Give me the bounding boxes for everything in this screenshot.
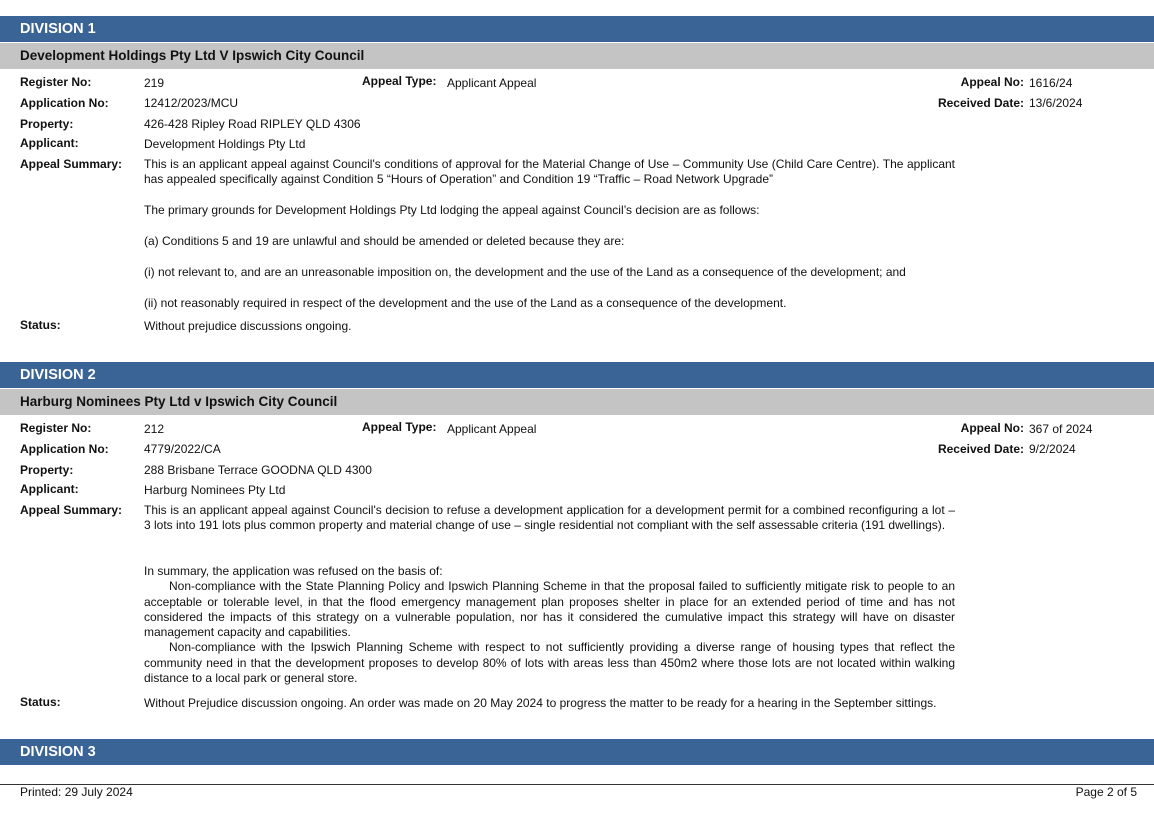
register-no-label: Register No:: [20, 421, 92, 435]
register-no-value: 219: [144, 76, 165, 90]
property-label: Property:: [20, 463, 74, 477]
register-no-value: 212: [144, 422, 165, 436]
appeal-no-label: Appeal No:: [960, 75, 1024, 89]
summary-ground-a: (a) Conditions 5 and 19 are unlawful and should be amended or deleted because they are:: [144, 234, 625, 248]
summary-refusal-intro: In summary, the application was refused on the basis of:: [144, 564, 443, 578]
division-3-header: DIVISION 3: [0, 739, 1154, 765]
applicant-value: Development Holdings Pty Ltd: [144, 137, 306, 151]
received-date-label: Received Date:: [937, 96, 1024, 110]
printed-date: Printed: 29 July 2024: [20, 785, 133, 799]
appeal-no-label: Appeal No:: [960, 421, 1024, 435]
summary-paragraph: This is an applicant appeal against Council's decision to refuse a development application for a development permit for a combined reconfiguring a lot – 3 lots into 191 lots plus common property and material change of use – single residential not compliant with the self assessable criteria (191 dwellings).: [144, 503, 955, 533]
application-no-value: 12412/2023/MCU: [144, 96, 239, 110]
received-date-label: Received Date:: [937, 442, 1024, 456]
appeal-type-label: Appeal Type:: [362, 74, 437, 88]
status-label: Status:: [20, 318, 61, 332]
summary-refusal: [144, 564, 955, 686]
register-no-label: Register No:: [20, 75, 92, 89]
status-value: Without Prejudice discussion ongoing. An order was made on 20 May 2024 to progress the matter to be ready for a hearing in the September sittings.: [144, 696, 937, 710]
applicant-label: Applicant:: [20, 482, 79, 496]
summary-grounds-intro: The primary grounds for Development Holdings Pty Ltd lodging the appeal against Council’s decision are as follows:: [144, 203, 760, 217]
appeal-summary: [144, 157, 955, 188]
application-no-value: 4779/2022/CA: [144, 442, 221, 456]
appeal-type-label: Appeal Type:: [362, 420, 437, 434]
summary-ground-i: (i) not relevant to, and are an unreasonable imposition on, the development and the use of the Land as a consequence of the development; and: [144, 265, 906, 279]
appeal-no-value: 1616/24: [1029, 76, 1073, 90]
page-number: Page 2 of 5: [1075, 785, 1137, 799]
summary-refusal-ground-2: Non-compliance with the Ipswich Planning Scheme with respect to not sufficiently providing a diverse range of housing types that reflect the community need in that the development proposes to develop 80% of lots with areas less than 450m2 where those lots are not located within walking distance to a local park or general store.: [144, 640, 955, 686]
application-no-label: Application No:: [20, 442, 109, 456]
property-value: 426-428 Ripley Road RIPLEY QLD 4306: [144, 117, 361, 131]
received-date-value: 13/6/2024: [1029, 96, 1083, 110]
applicant-value: Harburg Nominees Pty Ltd: [144, 483, 286, 497]
division-2-header: DIVISION 2: [0, 362, 1154, 388]
status-label: Status:: [20, 695, 61, 709]
property-label: Property:: [20, 117, 74, 131]
case-title: Development Holdings Pty Ltd V Ipswich City Council: [0, 43, 1154, 69]
case-title: Harburg Nominees Pty Ltd v Ipswich City Council: [0, 389, 1154, 415]
property-value: 288 Brisbane Terrace GOODNA QLD 4300: [144, 463, 372, 477]
summary-refusal-ground-1: Non-compliance with the State Planning Policy and Ipswich Planning Scheme in that the proposal failed to sufficiently mitigate risk to people to an acceptable or tolerable level, in that the flood emergency management plan proposes shelter in place for an extended period of time and has not considered the impacts of this strategy on a vulnerable population, nor has it considered the cumulative impact this strategy will have on disaster management capacity and capabilities.: [144, 579, 955, 640]
applicant-label: Applicant:: [20, 136, 79, 150]
appeal-summary-label: Appeal Summary:: [20, 503, 123, 517]
summary-paragraph: This is an applicant appeal against Council's conditions of approval for the Material Change of Use – Community Use (Child Care Centre). The applicant has appealed specifically against Condition 5 “Hours of Operation” and Condition 19 “Traffic – Road Network Upgrade”: [144, 157, 955, 187]
received-date-value: 9/2/2024: [1029, 442, 1076, 456]
appeal-summary-label: Appeal Summary:: [20, 157, 123, 171]
appeal-type-value: Applicant Appeal: [447, 76, 537, 90]
status-value: Without prejudice discussions ongoing.: [144, 319, 352, 333]
division-1-header: DIVISION 1: [0, 16, 1154, 42]
application-no-label: Application No:: [20, 96, 109, 110]
appeal-type-value: Applicant Appeal: [447, 422, 537, 436]
summary-ground-ii: (ii) not reasonably required in respect of the development and the use of the Land as a consequence of the development.: [144, 296, 787, 310]
appeal-no-value: 367 of 2024: [1029, 422, 1093, 436]
appeal-summary: [144, 503, 955, 534]
footer-divider: [0, 784, 1154, 785]
